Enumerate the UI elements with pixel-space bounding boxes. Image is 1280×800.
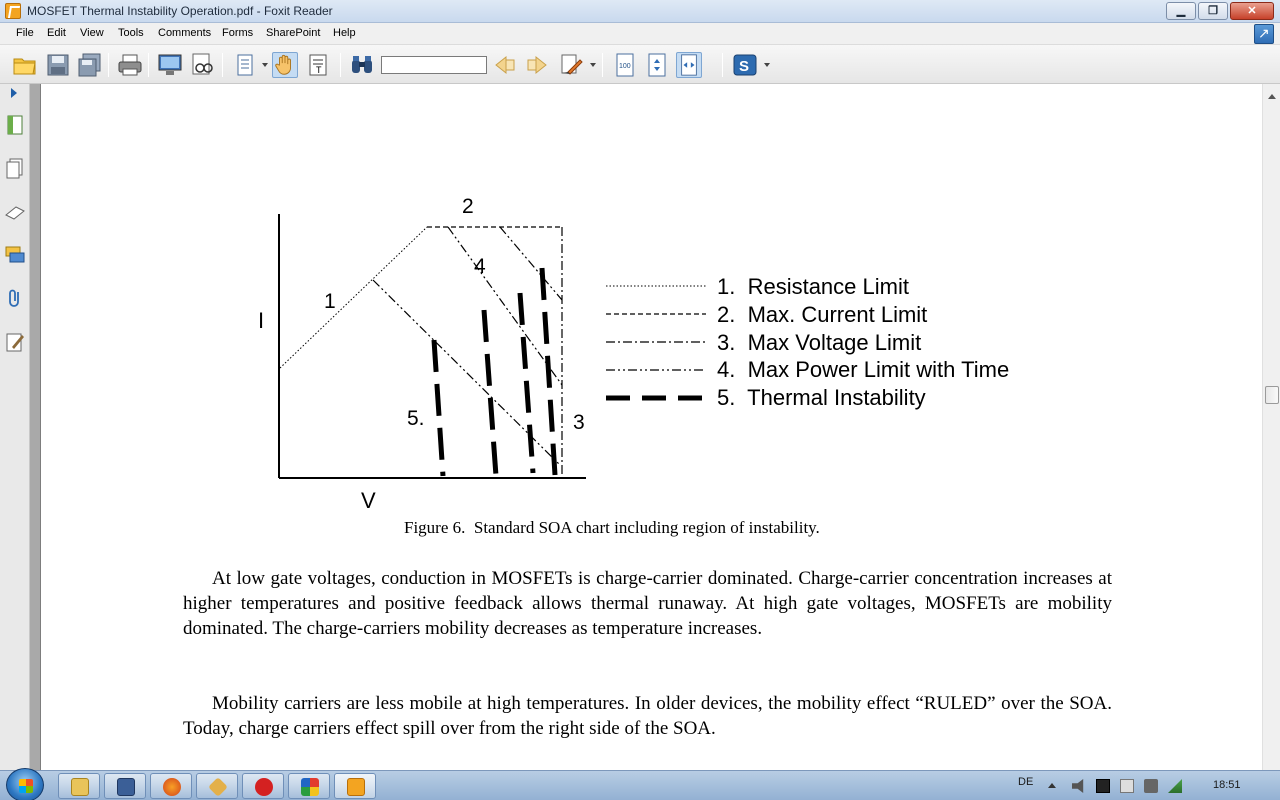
fit-width-icon xyxy=(677,53,701,77)
sharepoint-icon[interactable] xyxy=(732,52,758,78)
vertical-scrollbar[interactable] xyxy=(1262,84,1280,770)
taskbar-tool-app[interactable] xyxy=(196,773,238,799)
taskbar-save-app[interactable] xyxy=(104,773,146,799)
taskbar-firefox[interactable] xyxy=(150,773,192,799)
windows-logo-icon xyxy=(19,779,33,793)
hand-tool-button[interactable] xyxy=(272,52,298,78)
paragraph-1-text: At low gate voltages, conduction in MOSFETs is charge-carrier dominated. Charge-carrier concentration increases at higher temperatures and positive feedback allows thermal runaway. At high gate voltages, MOSFETs are mobility dominated. The charge-carriers mobility decreases as temperature increases. xyxy=(183,568,1112,639)
title-bar xyxy=(0,0,1280,23)
start-button[interactable] xyxy=(6,768,44,800)
chart-legend xyxy=(606,274,1009,410)
sharepoint-dropdown-icon[interactable] xyxy=(764,63,770,67)
clock[interactable]: 18:51 xyxy=(1213,779,1241,791)
expand-icon[interactable] xyxy=(1254,24,1274,44)
highlight-dropdown-icon[interactable] xyxy=(590,63,596,67)
x-axis-label: V xyxy=(361,488,376,513)
open-folder-icon[interactable] xyxy=(12,52,38,78)
find-previous-icon[interactable] xyxy=(492,52,518,78)
tool-icon xyxy=(208,777,228,797)
grid-app-icon xyxy=(301,778,319,796)
svg-text:T: T xyxy=(316,65,322,75)
folder-icon xyxy=(71,778,89,796)
save-icon[interactable] xyxy=(45,52,71,78)
bookmarks-icon[interactable] xyxy=(4,114,26,136)
show-hidden-icons-icon[interactable] xyxy=(1048,783,1056,788)
action-center-icon[interactable] xyxy=(1120,779,1134,793)
scrollbar-thumb[interactable] xyxy=(1265,386,1279,404)
taskbar-grid-app[interactable] xyxy=(288,773,330,799)
console-icon[interactable] xyxy=(1096,779,1110,793)
volume-icon[interactable] xyxy=(1072,779,1086,793)
firefox-icon xyxy=(163,778,181,796)
window-title: MOSFET Thermal Instability Operation.pdf - Foxit Reader xyxy=(27,4,333,18)
region-label-4: 4 xyxy=(474,255,486,278)
menu-sharepoint[interactable]: SharePoint xyxy=(266,27,321,39)
menu-file[interactable]: File xyxy=(16,27,34,39)
legend-label-3: 3. Max Voltage Limit xyxy=(717,330,922,355)
menu-comments[interactable]: Comments xyxy=(158,27,212,39)
power-limit-line-3 xyxy=(500,227,562,300)
pages-icon[interactable] xyxy=(4,157,26,179)
print-icon[interactable] xyxy=(117,52,143,78)
signatures-icon[interactable] xyxy=(4,331,26,353)
find-text-icon[interactable] xyxy=(189,52,215,78)
region-label-3: 3 xyxy=(573,411,585,434)
taskbar xyxy=(0,770,1280,800)
resistance-limit-line xyxy=(280,227,427,368)
minimize-button[interactable] xyxy=(1166,2,1196,20)
foxit-app-icon xyxy=(5,3,21,19)
layers-icon[interactable] xyxy=(4,201,26,223)
expand-panel-icon[interactable] xyxy=(11,88,17,98)
binoculars-icon[interactable] xyxy=(349,52,375,78)
menu-edit[interactable]: Edit xyxy=(47,27,66,39)
navigation-panel xyxy=(0,84,30,770)
page-layout-icon[interactable] xyxy=(232,52,258,78)
panel-gutter xyxy=(30,84,40,770)
search-input[interactable] xyxy=(381,56,487,74)
highlight-tool-icon[interactable] xyxy=(558,52,584,78)
menu-view[interactable]: View xyxy=(80,27,104,39)
menu-help[interactable]: Help xyxy=(333,27,356,39)
restore-button[interactable] xyxy=(1198,2,1228,20)
taskbar-foxit[interactable] xyxy=(334,773,376,799)
scroll-up-icon[interactable] xyxy=(1268,94,1276,99)
foxit-icon xyxy=(347,778,365,796)
power-limit-line-2 xyxy=(448,227,562,385)
attachments-icon[interactable] xyxy=(4,287,26,309)
close-button[interactable] xyxy=(1230,2,1274,20)
actual-size-icon[interactable] xyxy=(612,52,638,78)
legend-label-4: 4. Max Power Limit with Time xyxy=(717,357,1010,382)
region-label-2: 2 xyxy=(462,195,474,218)
paragraph-2-text: Mobility carriers are less mobile at high temperatures. In older devices, the mobility effect “RULED” over the SOA. Today, charge carriers effect spill over from the right side of the SOA. xyxy=(183,693,1112,739)
language-indicator[interactable]: DE xyxy=(1018,776,1034,788)
close-icon: ✕ xyxy=(1247,5,1257,17)
y-axis-label: I xyxy=(258,308,265,333)
legend-label-2: 2. Max. Current Limit xyxy=(717,302,928,327)
svg-text:S: S xyxy=(739,58,750,75)
page-layout-dropdown-icon[interactable] xyxy=(262,63,268,67)
figure-caption: Figure 6. Standard SOA chart including region of instability. xyxy=(404,518,820,537)
legend-label-1: 1. Resistance Limit xyxy=(717,274,909,299)
find-next-icon[interactable] xyxy=(524,52,550,78)
device-icon[interactable] xyxy=(1144,779,1158,793)
fit-width-button[interactable] xyxy=(676,52,702,78)
thermal-instability-line-3 xyxy=(520,293,533,473)
select-text-icon[interactable] xyxy=(306,52,332,78)
monitor-icon[interactable] xyxy=(157,52,183,78)
menu-forms[interactable]: Forms xyxy=(222,27,254,39)
taskbar-red-app[interactable] xyxy=(242,773,284,799)
paragraph-1 xyxy=(183,566,1112,641)
svg-text:100: 100 xyxy=(619,63,631,70)
thermal-instability-line-1 xyxy=(434,340,443,476)
region-label-5: 5. xyxy=(407,407,425,430)
region-label-1: 1 xyxy=(324,290,336,313)
toolbar xyxy=(0,45,1280,84)
taskbar-explorer[interactable] xyxy=(58,773,100,799)
floppy-icon xyxy=(117,778,135,796)
thermal-instability-line-2 xyxy=(484,310,496,476)
save-all-icon[interactable] xyxy=(77,52,103,78)
comments-icon[interactable] xyxy=(4,244,26,266)
menu-bar xyxy=(0,23,1280,45)
restore-icon: ❐ xyxy=(1208,5,1218,17)
hand-icon xyxy=(273,53,297,77)
red-star-icon xyxy=(255,778,273,796)
legend-label-5: 5. Thermal Instability xyxy=(717,385,926,410)
menu-tools[interactable]: Tools xyxy=(118,27,144,39)
soa-chart xyxy=(240,190,1060,520)
fit-page-icon[interactable] xyxy=(644,52,670,78)
thermal-instability-line-4 xyxy=(542,268,555,475)
minimize-icon: ▁ xyxy=(1176,5,1186,17)
paragraph-2 xyxy=(183,691,1112,741)
network-icon[interactable] xyxy=(1168,779,1182,793)
